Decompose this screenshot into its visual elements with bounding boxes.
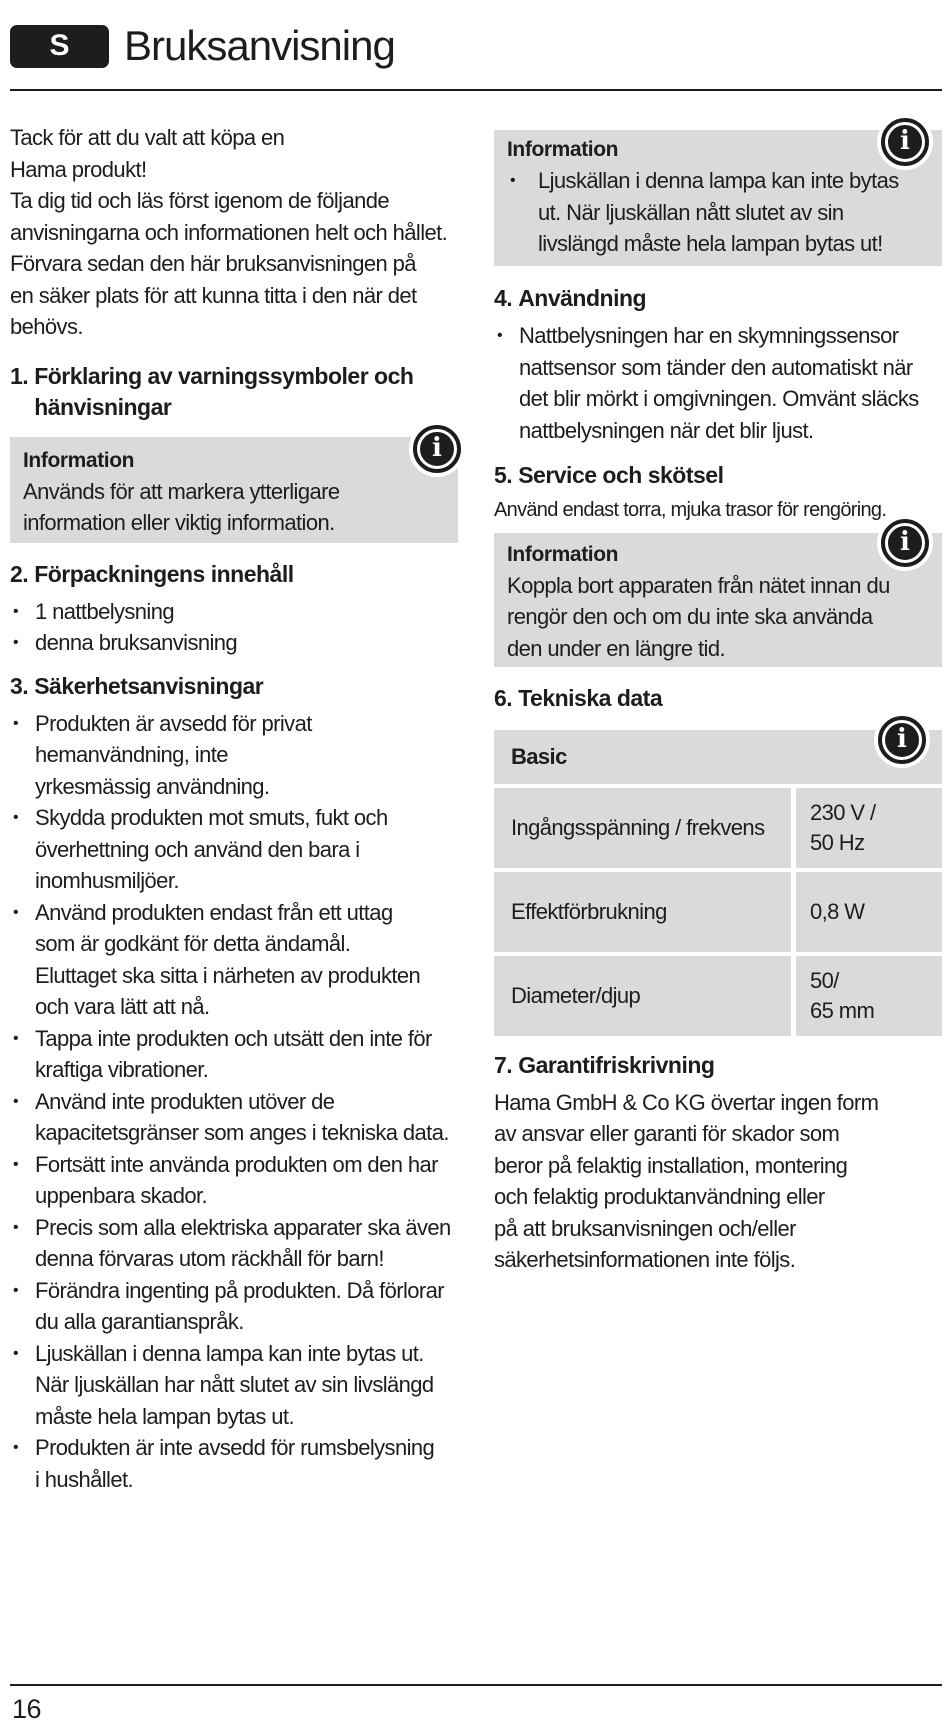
- language-badge: S: [10, 25, 109, 68]
- intro-line: Tack för att du valt att köpa en: [10, 125, 285, 150]
- table-cell-value: 50/ 65 mm: [796, 956, 942, 1036]
- intro-line: Hama produkt!: [10, 156, 147, 182]
- list-item: • denna bruksanvisning: [13, 630, 238, 655]
- table-cell-label: Ingångsspänning / frekvens: [494, 788, 796, 868]
- safety-list: [10, 708, 458, 1496]
- left-column: [10, 122, 458, 1495]
- list-item: • Förändra ingenting på produkten. Då förlorar du alla garantianspråk.: [13, 1277, 444, 1334]
- section-heading-1: 1. Förklaring av varningssymboler och hänvisningar: [10, 362, 414, 420]
- intro-line: en säker plats för att kunna titta i den när det: [10, 282, 417, 308]
- list-item: • Skydda produkten mot smuts, fukt och överhettning och använd den bara i inomhusmiljöer.: [13, 805, 388, 893]
- care-text: Använd endast torra, mjuka trasor för rengöring.: [494, 499, 887, 521]
- intro-line: anvisningarna och informationen helt och hållet.: [10, 219, 448, 245]
- list-item: • 1 nattbelysning: [13, 598, 174, 624]
- info-box-care: [494, 526, 942, 667]
- page-header: [10, 16, 395, 76]
- table-cell-label: Effektförbrukning: [494, 872, 796, 952]
- table-cell-label: Diameter/djup: [494, 956, 796, 1036]
- list-item: • Använd inte produkten utöver de kapacitetsgränser som anges i tekniska data.: [13, 1088, 449, 1145]
- table-row: [494, 872, 942, 952]
- list-item: • Tappa inte produkten och utsätt den inte för kraftiga vibrationer.: [13, 1025, 432, 1082]
- warranty-text: Hama GmbH & Co KG övertar ingen form av ansvar eller garanti för skador som beror på felaktig installation, montering och felaktig produktanvändning eller på att bruksanvisningen och/eller säkerhetsinformationen inte följs.: [494, 1089, 879, 1272]
- info-text: Koppla bort apparaten från nätet innan du rengör den och om du inte ska använda den under en längre tid.: [507, 572, 890, 661]
- info-icon: i: [881, 118, 929, 166]
- list-item: • Fortsätt inte använda produkten om den har uppenbara skador.: [13, 1151, 438, 1208]
- section-heading-4: 4. Användning: [494, 285, 647, 311]
- table-header-label: Basic: [511, 743, 567, 769]
- info-box-lightsource: [494, 126, 942, 266]
- right-column: [494, 126, 942, 1276]
- list-item: • Använd produkten endast från ett uttag som är godkänt för detta ändamål. Eluttaget ska sitta i närheten av produkten och vara lätt att nå.: [13, 899, 421, 1019]
- info-icon: i: [881, 519, 929, 567]
- table-header-row: [494, 730, 942, 784]
- info-title: Information: [23, 448, 135, 472]
- list-item: • Produkten är inte avsedd för rumsbelysning i hushållet.: [13, 1435, 435, 1492]
- intro-line: Förvara sedan den här bruksanvisningen på: [10, 251, 416, 276]
- list-item: • Produkten är avsedd för privat hemanvändning, inte yrkesmässig användning.: [13, 710, 312, 799]
- package-contents-list: [10, 596, 458, 659]
- footer-divider: [10, 1684, 942, 1686]
- intro-text: [10, 122, 458, 343]
- info-list: [507, 165, 928, 260]
- usage-list: [494, 320, 942, 446]
- info-icon: i: [878, 716, 926, 764]
- intro-line: behövs.: [10, 314, 83, 339]
- table-cell-value: 0,8 W: [796, 872, 942, 952]
- intro-line: Ta dig tid och läs först igenom de följande: [10, 188, 389, 213]
- list-item: • Precis som alla elektriska apparater ska även denna förvaras utom räckhåll för barn!: [13, 1214, 451, 1271]
- info-title: Information: [507, 542, 619, 566]
- list-item: • Nattbelysningen har en skymningssensor nattsensor som tänder den automatiskt när det blir mörkt i omgivningen. Omvänt släcks nattbelysningen när det blir ljust.: [497, 323, 919, 443]
- table-row: [494, 956, 942, 1036]
- page-title: Bruksanvisning: [124, 22, 395, 69]
- section-heading-7: 7. Garantifriskrivning: [494, 1051, 715, 1078]
- info-title: Information: [507, 138, 619, 161]
- section-heading-2: 2. Förpackningens innehåll: [10, 560, 294, 587]
- info-text: Används för att markera ytterligare information eller viktig information.: [23, 478, 340, 535]
- section-heading-6: 6. Tekniska data: [494, 684, 663, 711]
- section-heading-5: 5. Service och skötsel: [494, 462, 724, 488]
- technical-data-table: [494, 723, 942, 1040]
- header-divider: [10, 89, 942, 91]
- page-number: 16: [12, 1694, 42, 1724]
- list-item: • Ljuskällan i denna lampa kan inte bytas ut. När ljuskällan nått slutet av sin livslängd måste hela lampan bytas ut!: [510, 168, 899, 256]
- section-heading-3: 3. Säkerhetsanvisningar: [10, 672, 264, 699]
- list-item: • Ljuskällan i denna lampa kan inte bytas ut. När ljuskällan har nått slutet av sin livslängd måste hela lampan bytas ut.: [13, 1340, 434, 1429]
- table-cell-value: 230 V / 50 Hz: [796, 788, 942, 868]
- table-row: [494, 788, 942, 868]
- info-icon: i: [413, 425, 461, 473]
- info-box-symbols: [10, 432, 458, 543]
